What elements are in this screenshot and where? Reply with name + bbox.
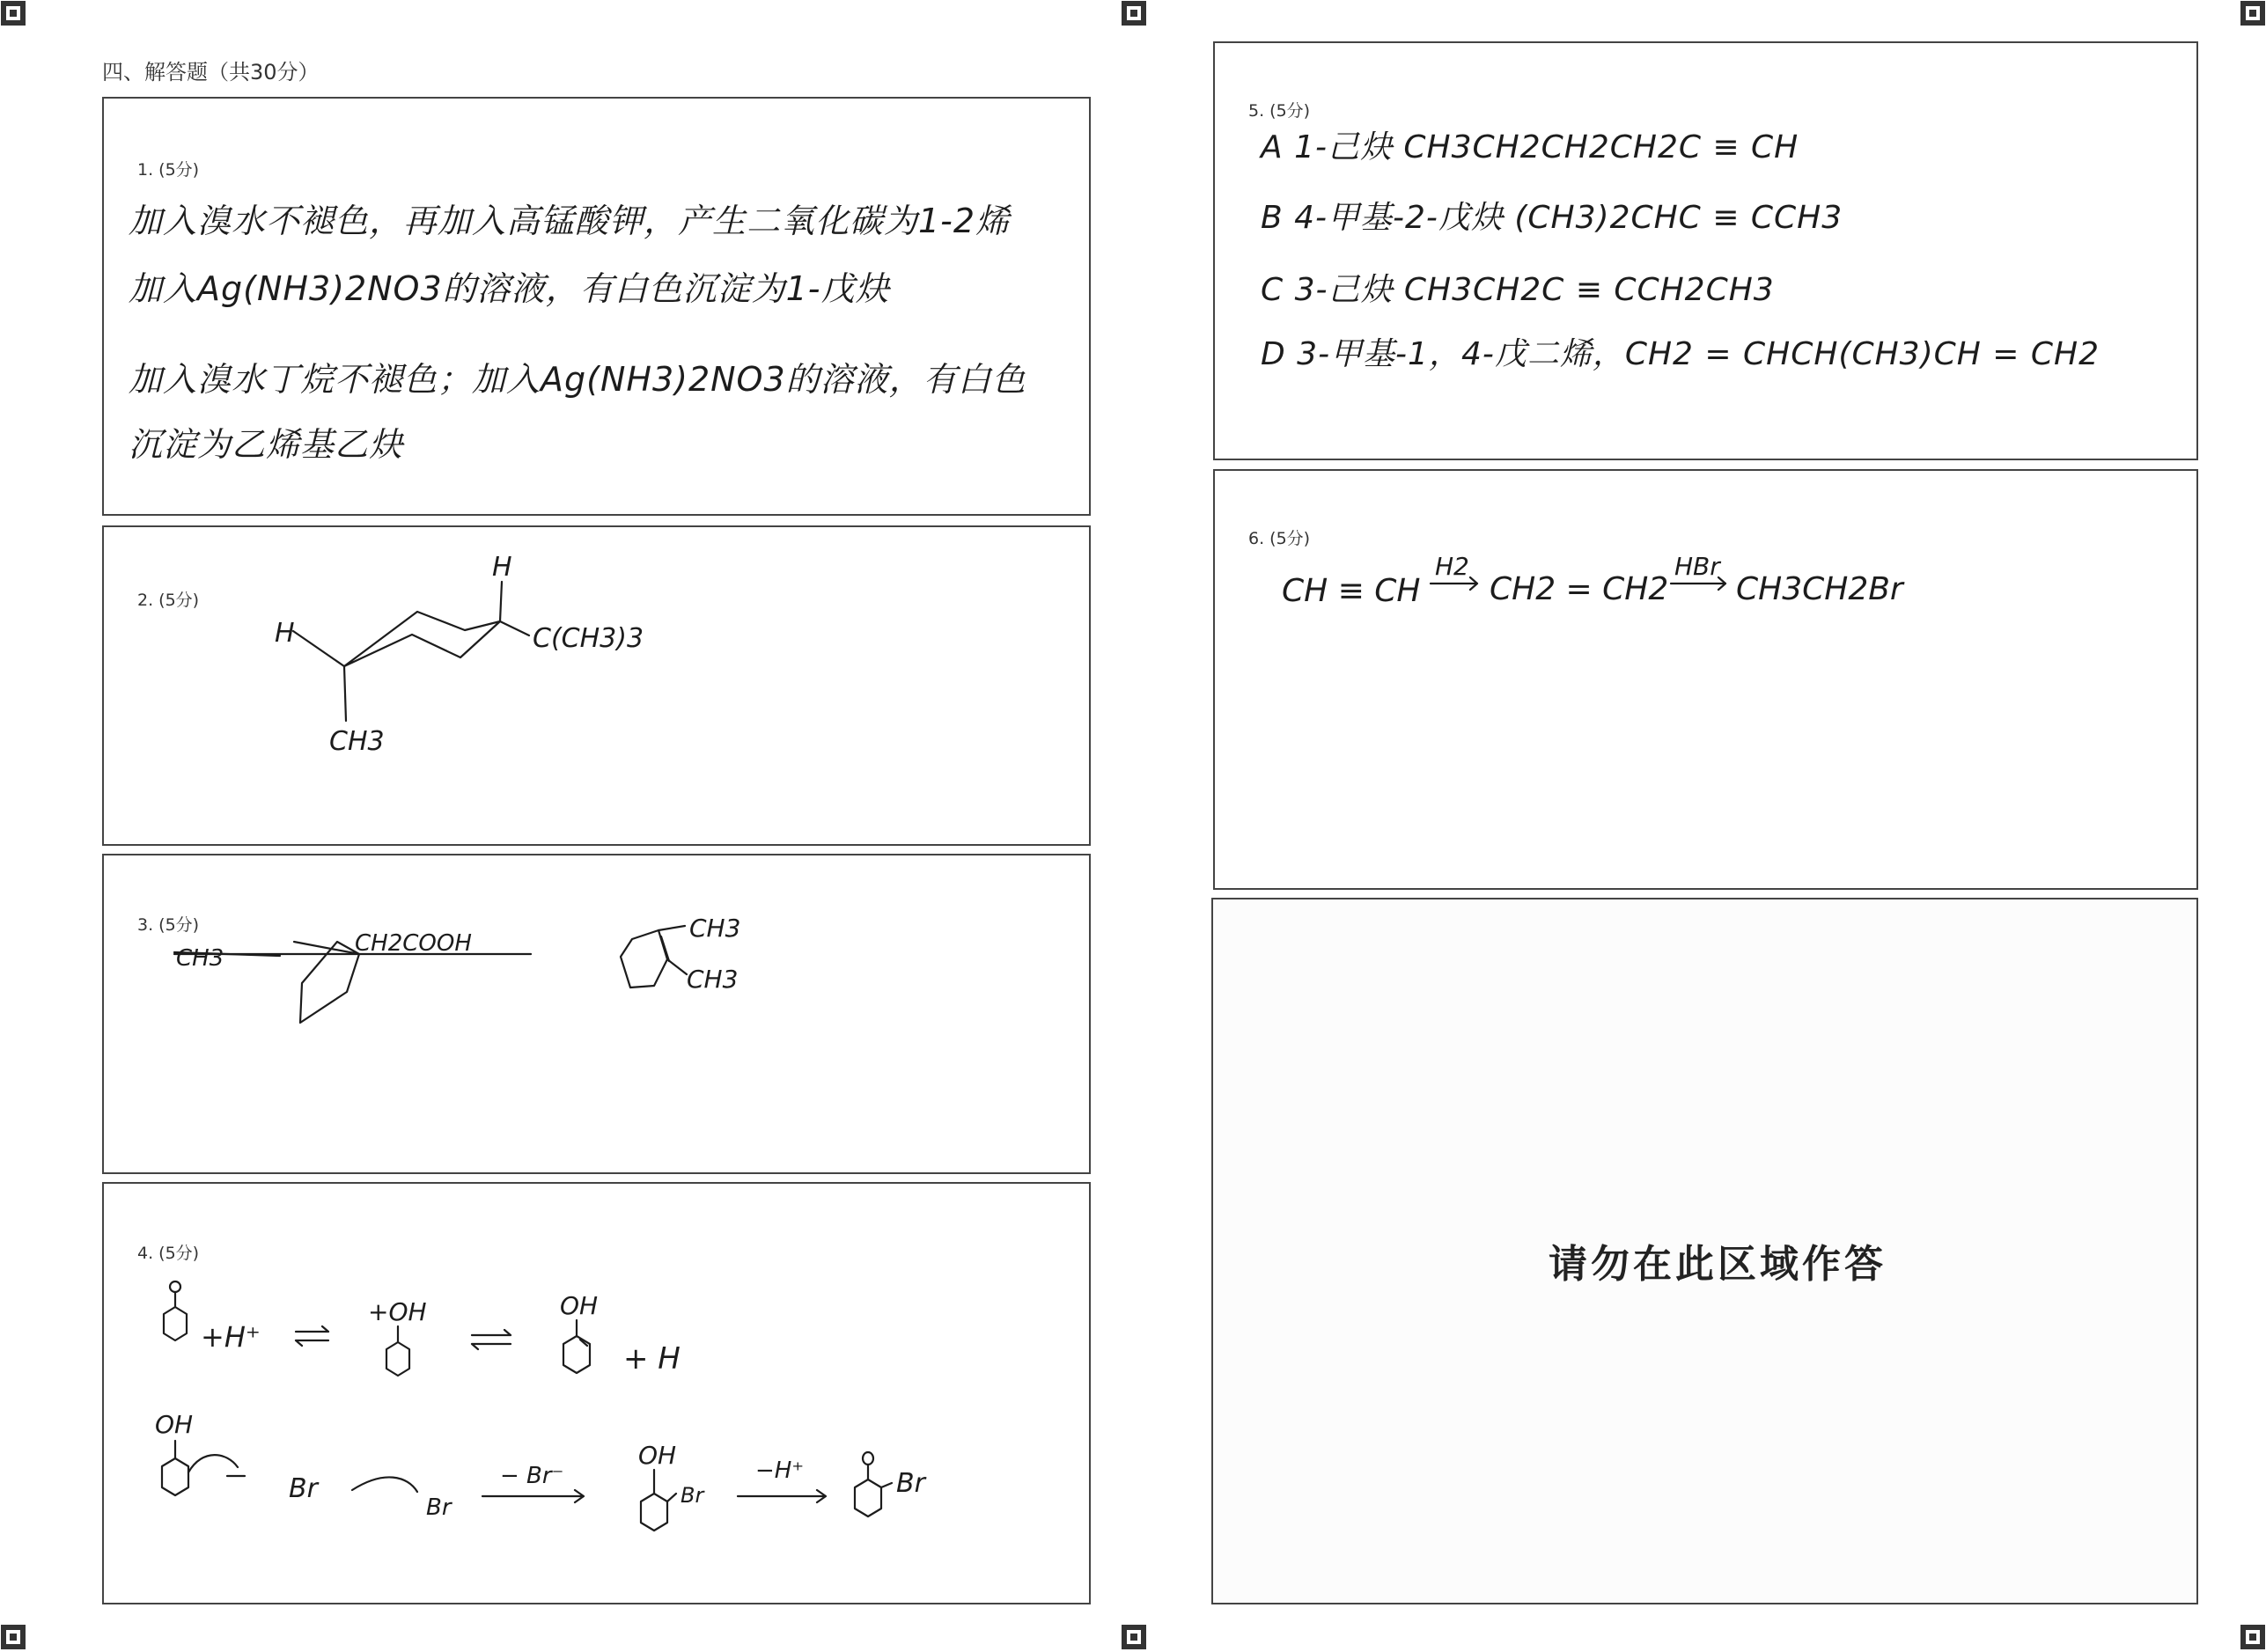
label-br-2: Br <box>426 1494 452 1521</box>
synthesis-scheme <box>1215 471 2196 885</box>
question-label: 2. (5分) <box>137 591 200 610</box>
label-plus-h-end: + H <box>623 1341 681 1377</box>
label-br-4: Br <box>896 1468 925 1499</box>
scheme-start: CH ≡ CH <box>1282 573 1421 609</box>
label-ch3: CH3 <box>329 726 385 757</box>
cyclohexanone-ring <box>164 1307 187 1340</box>
handwritten-answer-line: 沉淀为乙烯基乙炔 <box>129 425 404 464</box>
answer-box-q2 <box>102 525 1091 846</box>
scheme-middle: CH2 = CH2 <box>1490 571 1669 607</box>
label-plus-h: +H⁺ <box>201 1320 261 1354</box>
scheme-end: CH3CH2Br <box>1736 571 1903 607</box>
reaction-arrow <box>482 1490 584 1502</box>
section-title: 四、解答题（共30分） <box>102 60 320 84</box>
carbonyl-oxygen <box>170 1281 180 1292</box>
handwritten-answer-line: A 1-己炔 CH3CH2CH2CH2C ≡ CH <box>1261 129 1799 165</box>
handwritten-answer-line: 加入溴水丁烷不褪色；加入Ag(NH3)2NO3的溶液，有白色 <box>129 360 1026 399</box>
mechanism-drawing <box>104 1184 1090 1606</box>
label-minus-h: −H⁺ <box>755 1457 805 1484</box>
bond-h-top <box>500 582 502 621</box>
chair-conformation-drawing <box>104 527 1090 844</box>
carbonyl-oxygen <box>863 1452 873 1465</box>
question-label: 4. (5分) <box>137 1244 200 1263</box>
label-br-1: Br <box>289 1473 318 1504</box>
no-answer-zone <box>1211 898 2198 1604</box>
equilibrium-arrows <box>472 1330 511 1349</box>
bond-ch3-bottom <box>667 959 687 974</box>
answer-box-q3 <box>102 854 1091 1174</box>
registration-marker-top-center <box>1121 0 1147 26</box>
answer-box-q5 <box>1213 41 2198 460</box>
registration-marker-bottom-right <box>2240 1624 2266 1650</box>
curved-arrow <box>352 1477 417 1492</box>
scheme-reagent-1: H2 <box>1435 552 1469 581</box>
handwritten-answer-line: 加入Ag(NH3)2NO3的溶液，有白色沉淀为1-戊炔 <box>129 269 890 308</box>
answer-box-q1 <box>102 97 1091 516</box>
bond-h-left <box>293 631 344 666</box>
label-h-top: H <box>492 552 512 583</box>
label-minus-br: − Br⁻ <box>500 1463 564 1489</box>
question-label: 1. (5分) <box>137 160 200 180</box>
struck-label-right: CH2COOH <box>355 930 472 957</box>
registration-marker-top-right <box>2240 0 2266 26</box>
no-answer-notice: 请勿在此区域作答 <box>1549 1242 1887 1287</box>
bromoketone-ring <box>855 1479 881 1516</box>
cyclohexane-chair <box>344 612 500 666</box>
cyclohexene-ring <box>621 930 667 988</box>
label-oh-plus: +OH <box>368 1297 427 1326</box>
scheme-reagent-2: HBr <box>1674 552 1720 581</box>
equilibrium-arrows <box>296 1326 328 1346</box>
bond-tbu <box>500 621 529 635</box>
registration-marker-top-left <box>0 0 26 26</box>
label-br-3: Br <box>681 1483 704 1508</box>
label-ch3-bottom: CH3 <box>687 965 739 994</box>
label-tbu: C(CH3)3 <box>533 623 644 654</box>
label-h-left: H <box>275 618 295 649</box>
label-oh-2: OH <box>638 1441 677 1470</box>
handwritten-answer-line: C 3-己炔 CH3CH2C ≡ CCH2CH3 <box>1261 272 1775 308</box>
handwritten-answer-line: D 3-甲基-1，4-戊二烯，CH2 = CHCH(CH3)CH = CH2 <box>1261 336 2100 372</box>
bond-ch3-top <box>658 926 685 930</box>
answer-box-q6 <box>1213 469 2198 890</box>
label-ch3-top: CH3 <box>689 914 741 943</box>
struck-label-left: CH3 <box>176 945 224 972</box>
label-oh: OH <box>560 1291 599 1320</box>
handwritten-answer-line: B 4-甲基-2-戊炔 (CH3)2CHC ≡ CCH3 <box>1261 200 1843 236</box>
reaction-arrow <box>738 1490 826 1502</box>
bromoalcohol-ring <box>641 1494 667 1531</box>
question-label: 5. (5分) <box>1248 101 1311 121</box>
protonated-ring <box>386 1342 409 1376</box>
enol-ring-row2 <box>162 1458 188 1495</box>
handwritten-answer-line: 加入溴水不褪色，再加入高锰酸钾，产生二氧化碳为1-2烯 <box>129 202 1011 240</box>
enol-ring <box>563 1336 590 1373</box>
answer-box-q4 <box>102 1182 1091 1604</box>
registration-marker-bottom-left <box>0 1624 26 1650</box>
bond-ch3-down <box>344 666 346 721</box>
double-bond <box>661 936 669 961</box>
curved-arrow <box>188 1455 238 1472</box>
registration-marker-bottom-center <box>1121 1624 1147 1650</box>
question-label: 3. (5分) <box>137 915 200 935</box>
question-label: 6. (5分) <box>1248 529 1311 548</box>
label-oh-row2: OH <box>155 1410 194 1439</box>
dimethylcyclohexene-drawing <box>104 855 1090 1172</box>
